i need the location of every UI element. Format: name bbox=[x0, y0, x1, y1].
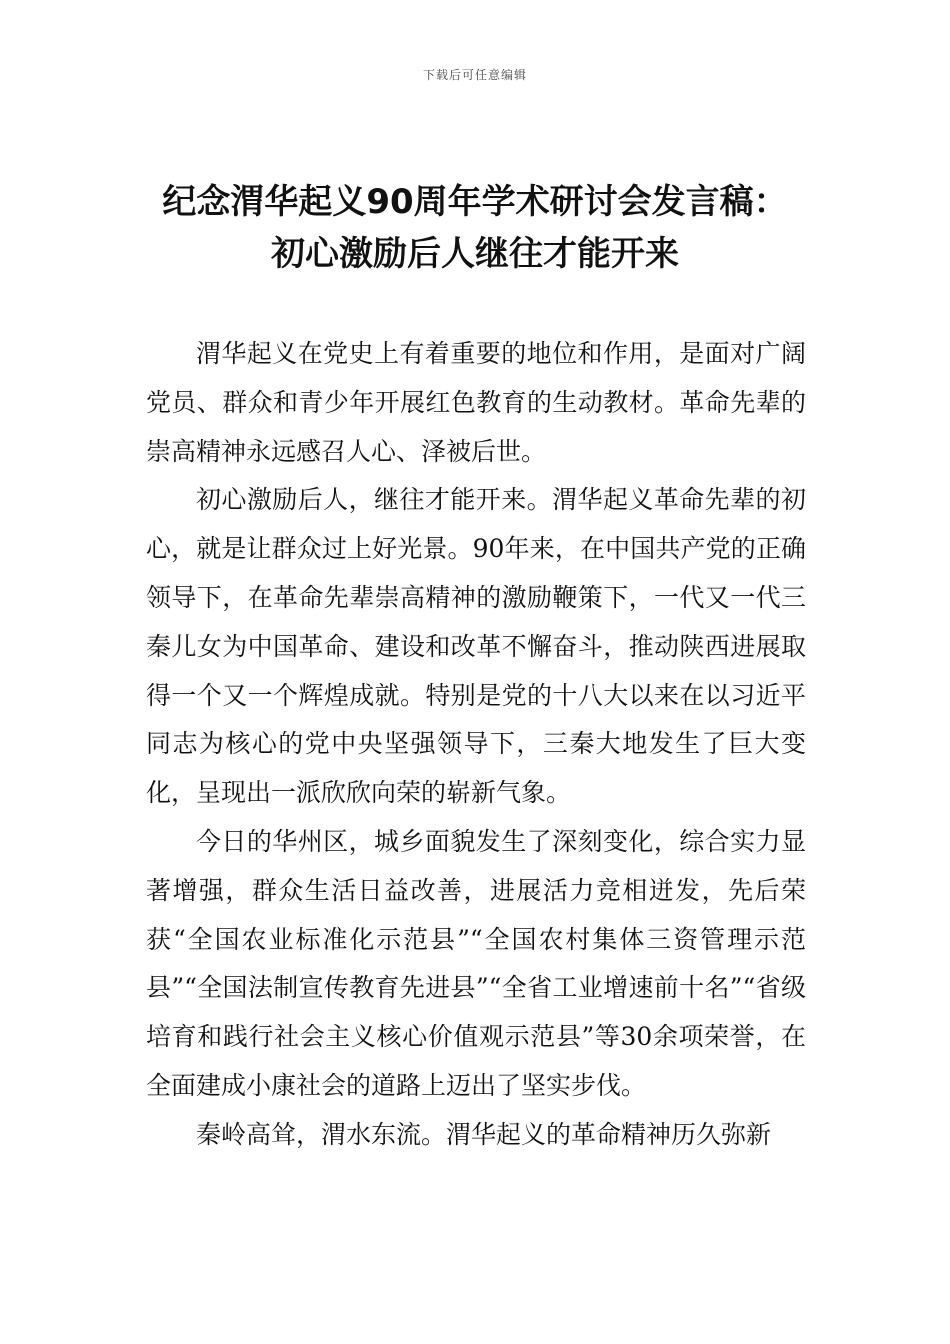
title-line-1: 纪念渭华起义90周年学术研讨会发言稿： bbox=[162, 182, 788, 222]
document-title bbox=[100, 176, 850, 280]
paragraph-1: 渭华起义在党史上有着重要的地位和作用，是面对广阔党员、群众和青少年开展红色教育的生动教材。革命先辈的崇高精神永远感召人心、泽被后世。 bbox=[146, 339, 806, 466]
paragraph-4: 秦岭高耸，渭水东流。渭华起义的革命精神历久弥新 bbox=[196, 1119, 772, 1149]
paragraph-2: 初心激励后人，继往才能开来。渭华起义革命先辈的初心，就是让群众过上好光景。90年来，在中国共产党的正确领导下，在革命先辈崇高精神的激励鞭策下，一代又一代三秦儿女为中国革命、建设和改革不懈奋斗，推动陕西进展取得一个又一个辉煌成就。特别是党的十八大以来在以习近平同志为核心的党中央坚强领导下，三秦大地发生了巨大变化，呈现出一派欣欣向荣的崭新气象。 bbox=[146, 485, 806, 808]
paragraph-3: 今日的华州区，城乡面貌发生了深刻变化，综合实力显著增强，群众生活日益改善，进展活力竞相迸发，先后荣获“全国农业标准化示范县”“全国农村集体三资管理示范县”“全国法制宣传教育先进县”“全省工业增速前十名”“省级培育和践行社会主义核心价值观示范县”等30余项荣誉，在全面建成小康社会的道路上迈出了坚实步伐。 bbox=[146, 826, 806, 1100]
header-note: 下载后可任意编辑 bbox=[422, 68, 527, 82]
title-line-2: 初心激励后人继往才能开来 bbox=[271, 234, 679, 274]
document-body bbox=[146, 330, 806, 1160]
